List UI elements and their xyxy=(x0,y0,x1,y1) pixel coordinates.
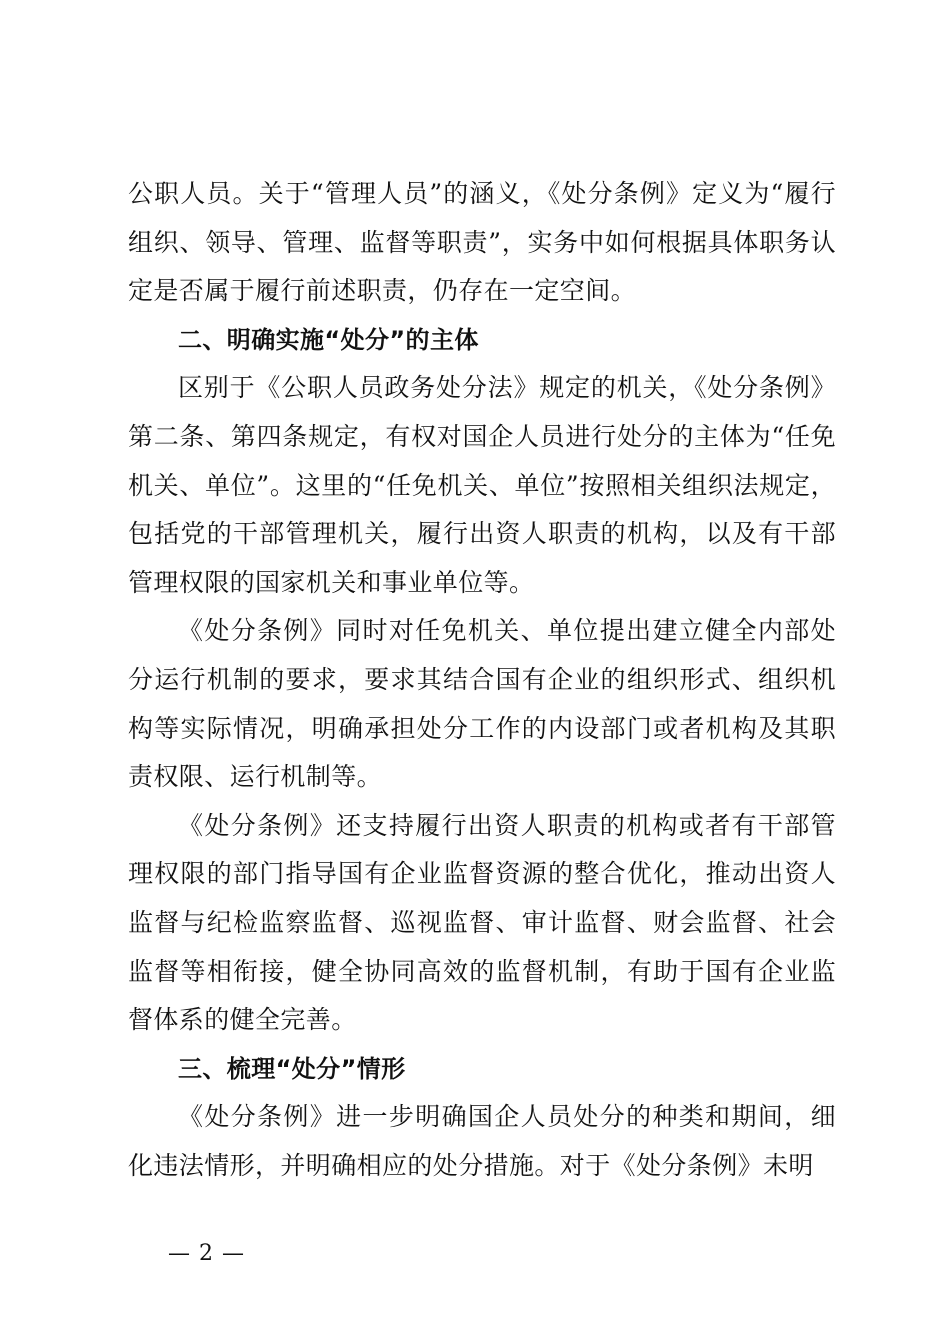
section-heading-3: 三、梳理“处分”情形 xyxy=(178,1054,406,1083)
section-heading-2: 二、明确实施“处分”的主体 xyxy=(178,325,479,354)
paragraph-internal-mechanism: 《处分条例》同时对任免机关、单位提出建立健全内部处分运行机制的要求，要求其结合国有企业的组织形式、组织机构等实际情况，明确承担处分工作的内设部门或者机构及其职责权限、运行机制等。 xyxy=(128,616,836,792)
paragraph-sanction-types: 《处分条例》进一步明确国企人员处分的种类和期间，细化违法情形，并明确相应的处分措施。对于《处分条例》未明 xyxy=(128,1102,836,1180)
paragraph-supervision: 《处分条例》还支持履行出资人职责的机构或者有干部管理权限的部门指导国有企业监督资源的整合优化，推动出资人监督与纪检监察监督、巡视监督、审计监督、财会监督、社会监督等相衔接，健全协同高效的监督机制，有助于国有企业监督体系的健全完善。 xyxy=(128,810,836,1035)
page-number: — 2 — xyxy=(168,1241,245,1266)
paragraph-continuation: 公职人员。关于“管理人员”的涵义，《处分条例》定义为“履行组织、领导、管理、监督等职责”，实务中如何根据具体职务认定是否属于履行前述职责，仍存在一定空间。 xyxy=(128,179,836,306)
paragraph-subject: 区别于《公职人员政务处分法》规定的机关，《处分条例》第二条、第四条规定，有权对国企人员进行处分的主体为“任免机关、单位”。这里的“任免机关、单位”按照相关组织法规定，包括党的干部管理机关，履行出资人职责的机构，以及有干部管理权限的国家机关和事业单位等。 xyxy=(128,373,836,597)
document-body xyxy=(128,170,836,1190)
